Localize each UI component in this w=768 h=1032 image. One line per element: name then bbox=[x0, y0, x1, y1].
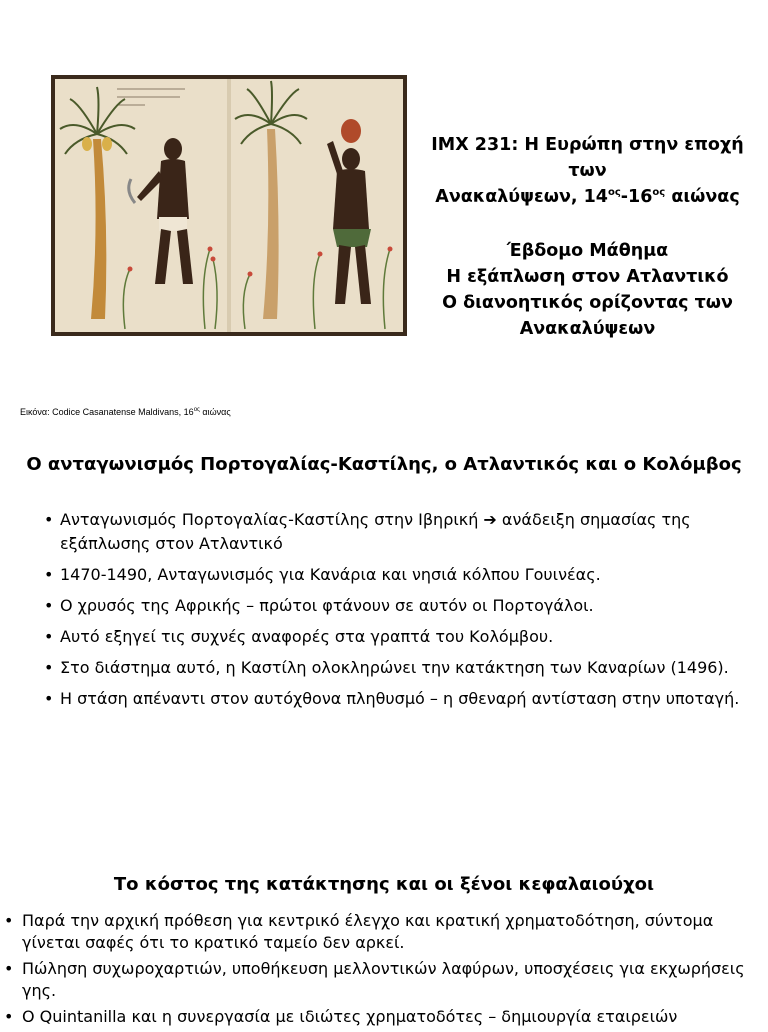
caption-superscript: ος bbox=[193, 407, 200, 413]
title-text: Ανακαλύψεων, 14 bbox=[435, 187, 608, 207]
bullet-text: Ανταγωνισμός Πορτογαλίας-Καστίλης στην Ιβηρική bbox=[60, 510, 484, 529]
title-text: αιώνας bbox=[665, 187, 740, 207]
codex-painting-image bbox=[55, 79, 403, 332]
title-superscript: ος bbox=[652, 187, 666, 199]
image-caption bbox=[20, 407, 231, 417]
bullet-list bbox=[44, 508, 744, 718]
content-slide-cost bbox=[0, 860, 768, 1024]
course-title-line bbox=[425, 184, 750, 210]
list-item: • Ο Quintanilla και η συνεργασία με ιδιώτες χρηματοδότες – δημιουργία εταιρειών bbox=[4, 1006, 764, 1028]
lecture-subtitle-line: Ο διανοητικός ορίζοντας των bbox=[442, 293, 733, 313]
list-item bbox=[44, 508, 744, 556]
list-item: • Η στάση απέναντι στον αυτόχθονα πληθυσμό – η σθεναρή αντίσταση στην υποταγή. bbox=[44, 687, 744, 711]
bullet-list bbox=[4, 910, 764, 1032]
caption-text: αιώνας bbox=[199, 407, 231, 417]
list-item: • Παρά την αρχική πρόθεση για κεντρικό έλεγχο και κρατική χρηματοδότηση, σύντομα γίνεται σαφές ότι το κρατικό ταμείο δεν αρκεί. bbox=[4, 910, 764, 954]
title-slide bbox=[0, 0, 768, 430]
title-text: -16 bbox=[620, 187, 653, 207]
list-item: • Αυτό εξηγεί τις συχνές αναφορές στα γραπτά του Κολόμβου. bbox=[44, 625, 744, 649]
slide-title: Το κόστος της κατάκτησης και οι ξένοι κεφαλαιούχοι bbox=[113, 874, 655, 895]
caption-text: Εικόνα: Codice Casanatense Maldivans, 16 bbox=[20, 407, 194, 417]
lecture-subtitle-line: Ανακαλύψεων bbox=[519, 319, 656, 339]
lecture-subtitle-line: Η εξάπλωση στον Ατλαντικό bbox=[446, 267, 729, 287]
list-item: • Ο χρυσός της Αφρικής – πρώτοι φτάνουν σε αυτόν οι Πορτογάλοι. bbox=[44, 594, 744, 618]
course-title-block bbox=[425, 132, 750, 342]
list-item: • Στο διάστημα αυτό, η Καστίλη ολοκληρώνει την κατάκτηση των Καναρίων (1496). bbox=[44, 656, 744, 680]
arrow-right-icon: ➔ bbox=[483, 510, 497, 529]
title-superscript: ος bbox=[607, 187, 621, 199]
content-slide-rivalry bbox=[0, 430, 768, 825]
slide-title: Ο ανταγωνισμός Πορτογαλίας-Καστίλης, ο Ατλαντικός και ο Κολόμβος bbox=[26, 454, 742, 475]
list-item: • Πώληση συχωροχαρτιών, υποθήκευση μελλοντικών λαφύρων, υποσχέσεις για εκχωρήσεις γης. bbox=[4, 958, 764, 1002]
manuscript-illustration bbox=[51, 75, 407, 336]
bullet-text: ανάδειξη σημασίας της εξάπλωσης στον Ατλαντικό bbox=[60, 510, 691, 553]
list-item: • 1470-1490, Ανταγωνισμός για Κανάρια και νησιά κόλπου Γουινέας. bbox=[44, 563, 744, 587]
lecture-subtitle-line: Έβδομο Μάθημα bbox=[506, 241, 669, 261]
course-title-line: ΙΜΧ 231: Η Ευρώπη στην εποχή bbox=[431, 135, 744, 155]
course-title-line: των bbox=[568, 161, 607, 181]
